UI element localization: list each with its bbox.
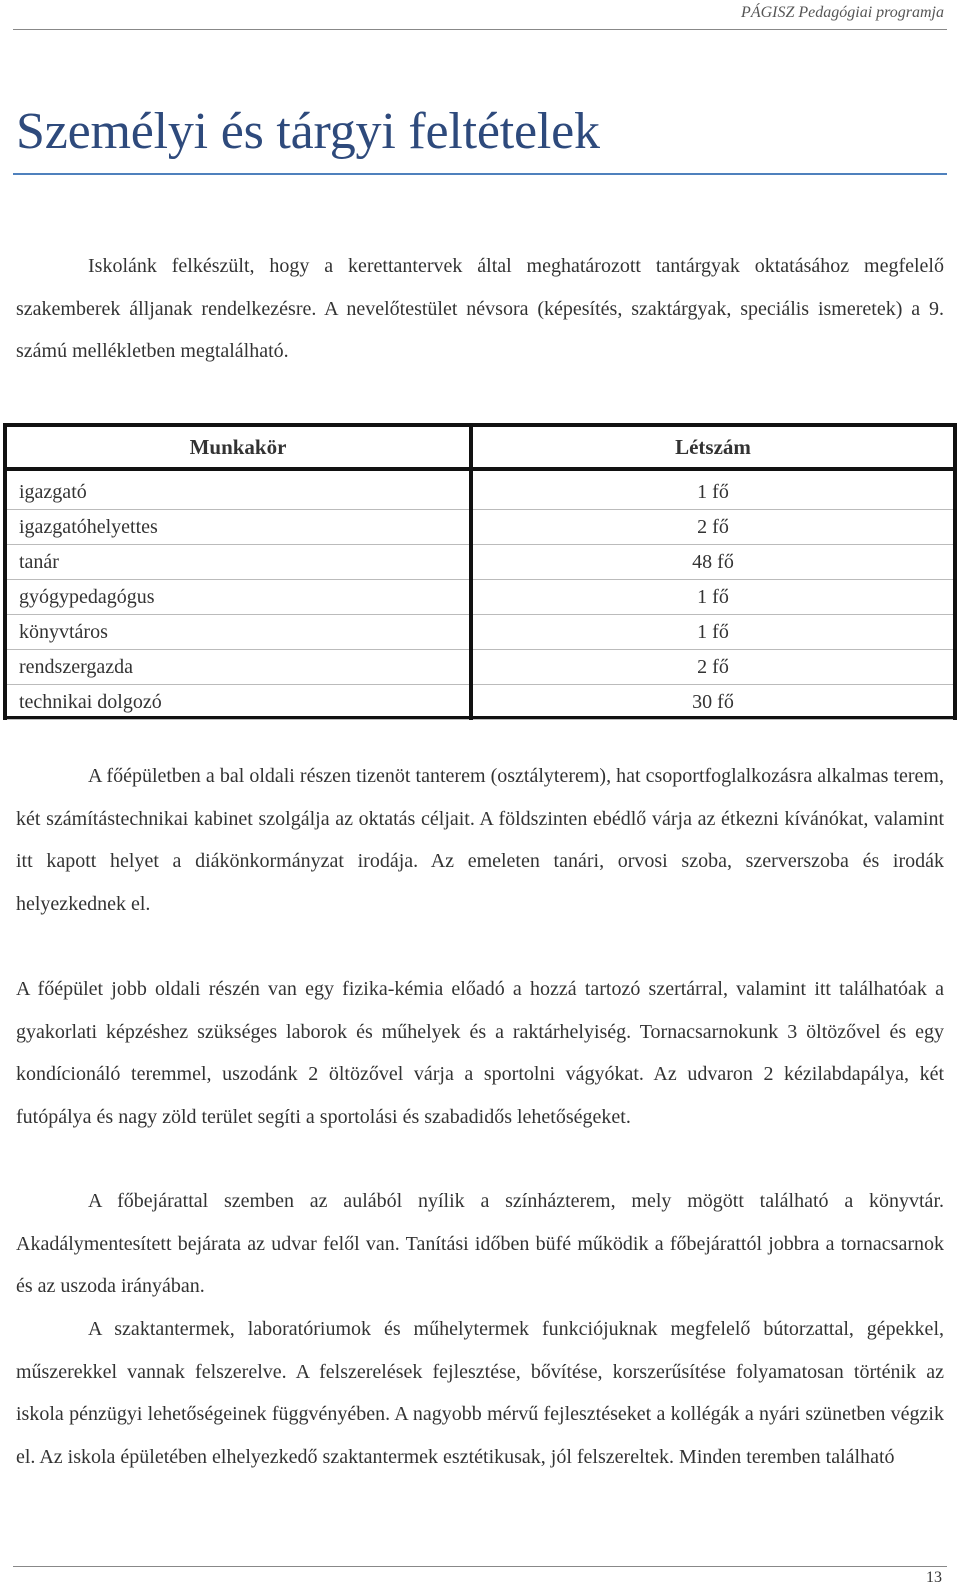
- table-row-role: igazgató: [7, 475, 469, 510]
- table-row-role: technikai dolgozó: [7, 685, 469, 720]
- role-header: Munkakör: [7, 427, 469, 471]
- entrance-paragraph: A főbejárattal szemben az aulából nyílik a színházterem, mely mögött található a könyvtár. Akadálymentesített bejárata az udvar felől van. Tanítási időben büfé működik a főbejárattól jobbra a tornacsarnok és az uszoda irányában.: [16, 1190, 944, 1297]
- table-row-count: 1 fő: [473, 475, 953, 510]
- footer-divider: [13, 1566, 947, 1567]
- table-row-role: igazgatóhelyettes: [7, 510, 469, 545]
- page-number: 13: [926, 1569, 942, 1586]
- header-divider: [13, 29, 947, 30]
- table-row-count: 30 fő: [473, 685, 953, 720]
- staff-table: [3, 423, 957, 720]
- title-underline: [13, 173, 947, 175]
- table-row-count: 48 fő: [473, 545, 953, 580]
- table-row-role: tanár: [7, 545, 469, 580]
- building-right-paragraph: A főépület jobb oldali részén van egy fizika-kémia előadó a hozzá tartozó szertárral, valamint itt találhatóak a gyakorlati képzéshez szükséges laborok és műhelyek és a raktárhelyiség. Tornacsarnokunk 3 öltözővel és egy kondícionáló teremmel, uszodánk 2 öltözővel várja a sportolni vágyókat. Az udvaron 2 kézilabdapálya, két futópálya és nagy zöld terület segíti a sportolási és szabadidős lehetőségeket.: [16, 978, 944, 1128]
- table-row-count: 1 fő: [473, 615, 953, 650]
- intro-paragraph: Iskolánk felkészült, hogy a kerettantervek által meghatározott tantárgyak oktatásához megfelelő szakemberek álljanak rendelkezésre. A nevelőtestület névsora (képesítés, szaktárgyak, speciális ismeretek) a 9. számú mellékletben megtalálható.: [16, 255, 944, 362]
- equipment-paragraph: A szaktantermek, laboratóriumok és műhelytermek funkciójuknak megfelelő bútorzattal, gépekkel, műszerekkel vannak felszerelve. A felszerelések fejlesztése, bővítése, korszerűsítése folyamatosan történik az iskola pénzügyi lehetőségeinek függvényében. A nagyobb mérvű fejlesztéseket a kollégák a nyári szünetben végzik el. Az iskola épületében elhelyezkedő szaktantermek esztétikusak, jól felszereltek. Minden teremben található: [16, 1318, 944, 1468]
- table-row-role: rendszergazda: [7, 650, 469, 685]
- table-row-role: gyógypedagógus: [7, 580, 469, 615]
- table-row-count: 2 fő: [473, 650, 953, 685]
- table-row-count: 2 fő: [473, 510, 953, 545]
- table-row-role: könyvtáros: [7, 615, 469, 650]
- chapter-title: Személyi és tárgyi feltételek: [16, 103, 600, 160]
- role-column: [7, 427, 473, 716]
- table-row-count: 1 fő: [473, 580, 953, 615]
- count-header: Létszám: [473, 427, 953, 471]
- count-column: [473, 427, 953, 716]
- building-left-paragraph: A főépületben a bal oldali részen tizenöt tanterem (osztályterem), hat csoportfoglalkozásra alkalmas terem, két számítástechnikai kabinet szolgálja az oktatás céljait. A földszinten ebédlő várja az étkezni kívánókat, valamint itt kapott helyet a diákönkormányzat irodája. Az emeleten tanári, orvosi szoba, szerverszoba és irodák helyezkednek el.: [16, 765, 944, 915]
- running-head: PÁGISZ Pedagógiai programja: [741, 4, 944, 21]
